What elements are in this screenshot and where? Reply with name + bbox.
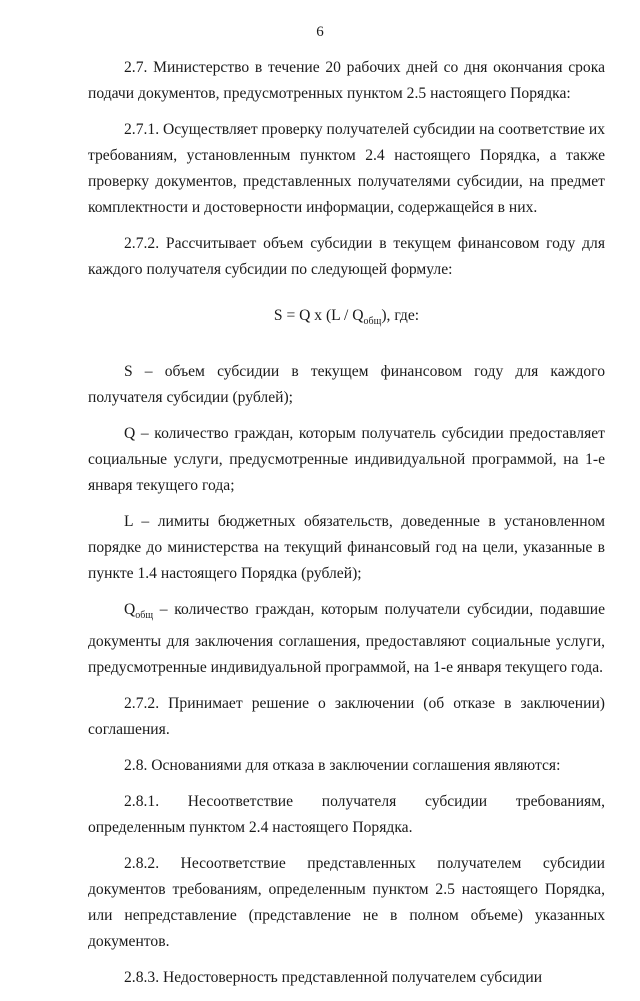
definition-q-obsh-text: – количество граждан, которым получатели субсидии, подавшие документы для заключения соглашения, предоставляют социальные услуги, предусмотренные индивидуальной программой, на 1-е января текущего года. bbox=[88, 601, 605, 677]
definition-s: S – объем субсидии в текущем финансовом году для каждого получателя субсидии (рублей); bbox=[88, 363, 605, 407]
paragraph-2-8-3: 2.8.3. Недостоверность представленной получателем субсидии bbox=[124, 969, 543, 987]
definition-l: L – лимиты бюджетных обязательств, доведенные в установленном порядке до министерства на текущий финансовый год на цели, указанные в пункте 1.4 настоящего Порядка (рублей); bbox=[88, 513, 605, 583]
paragraph-2-8-1: 2.8.1. Несоответствие получателя субсидии требованиям, определенным пунктом 2.4 настоящего Порядка. bbox=[88, 793, 605, 837]
definition-q: Q – количество граждан, которым получатель субсидии предоставляет социальные услуги, предусмотренные индивидуальной программой, на 1-е января текущего года; bbox=[88, 425, 605, 495]
definition-q-obsh bbox=[88, 597, 605, 681]
paragraph-2-8: 2.8. Основаниями для отказа в заключении соглашения являются: bbox=[124, 757, 561, 775]
definition-q-obsh-symbol: Q bbox=[124, 601, 136, 619]
paragraph-2-7-1: 2.7.1. Осуществляет проверку получателей субсидии на соответствие их требованиям, установленным пунктом 2.4 настоящего Порядка, а также проверку документов, представленных получателями субсидии, на предмет комплектности и достоверности информации, содержащейся в них. bbox=[88, 121, 606, 216]
formula-tail: ), где: bbox=[381, 307, 420, 324]
definition-q-obsh-subscript: общ bbox=[135, 610, 154, 622]
paragraph-2-8-2: 2.8.2. Несоответствие представленных получателем субсидии документов требованиям, определенным пунктом 2.5 настоящего Порядка, или непредставление (представление не в полном объеме) указанных документов. bbox=[88, 855, 605, 951]
formula-main: S = Q x (L / Q bbox=[273, 307, 364, 324]
paragraph-2-7-2-calc: 2.7.2. Рассчитывает объем субсидии в текущем финансовом году для каждого получателя субсидии по следующей формуле: bbox=[88, 235, 605, 278]
document-body bbox=[88, 55, 605, 1001]
formula-subscript: общ bbox=[363, 316, 382, 328]
subsidy-formula bbox=[88, 303, 605, 335]
page-number: 6 bbox=[316, 24, 324, 40]
paragraph-2-7: 2.7. Министерство в течение 20 рабочих дней со дня окончания срока подачи документов, предусмотренных пунктом 2.5 настоящего Порядка: bbox=[88, 59, 605, 102]
paragraph-2-7-2-decision: 2.7.2. Принимает решение о заключении (об отказе в заключении) соглашения. bbox=[88, 695, 605, 739]
